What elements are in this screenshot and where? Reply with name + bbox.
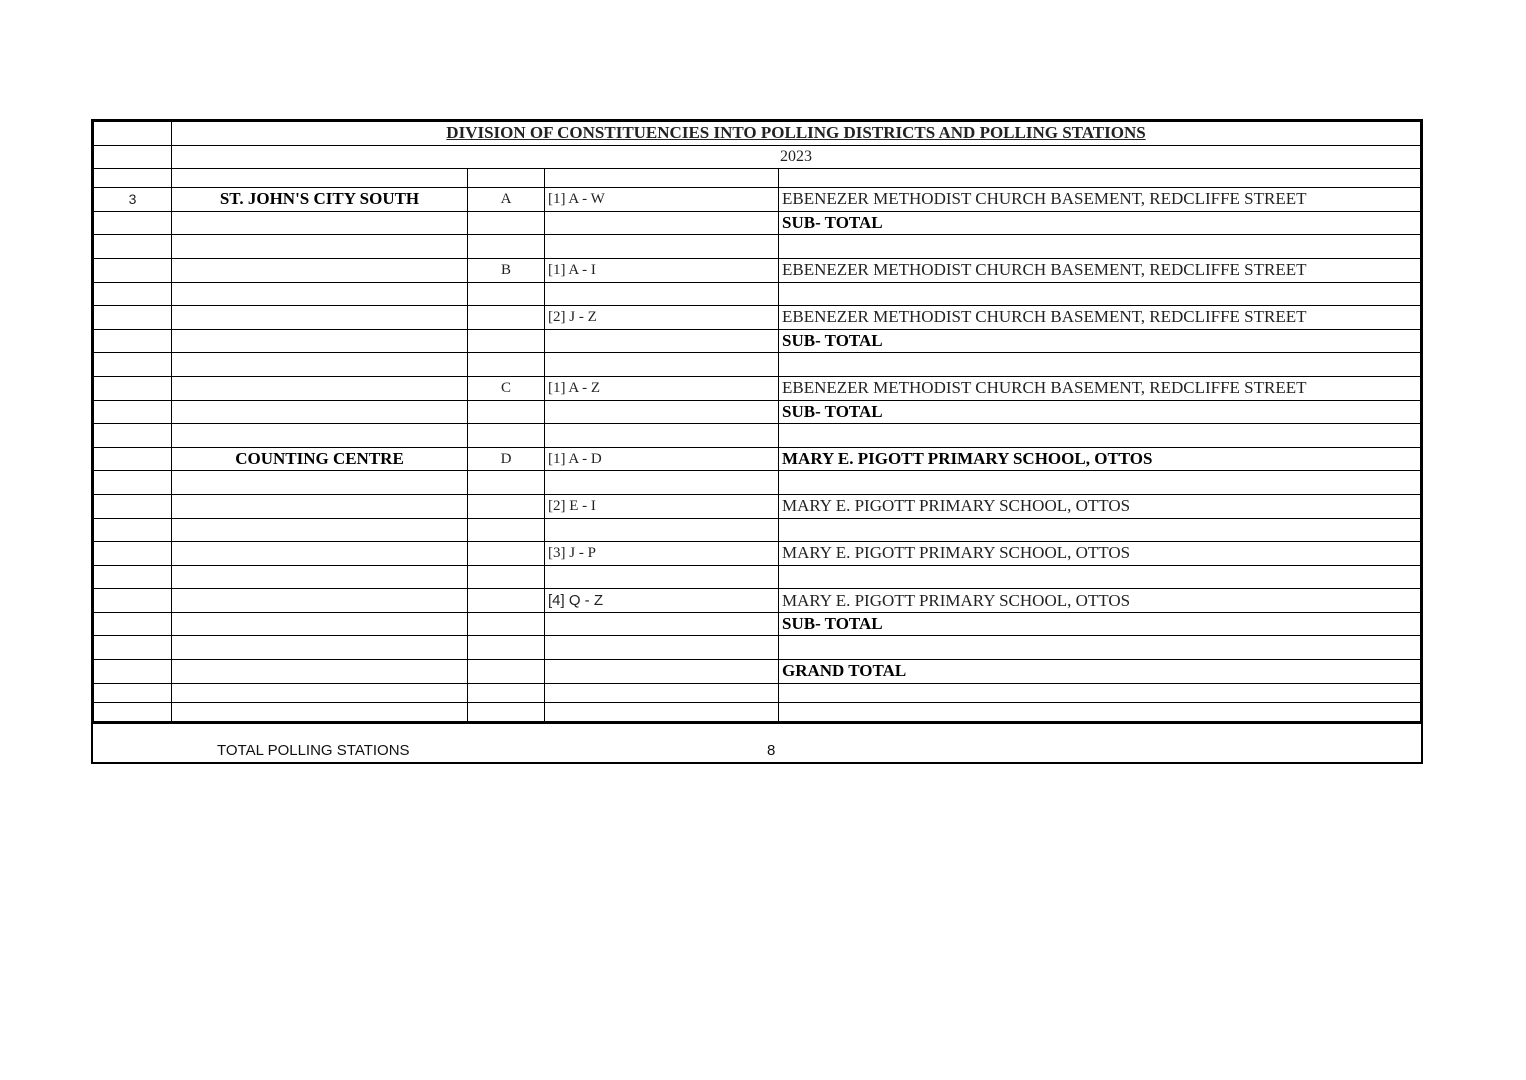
station-range: [4] Q - Z [545,589,779,613]
station-place: MARY E. PIGOTT PRIMARY SCHOOL, OTTOS [779,494,1421,518]
station-place: EBENEZER METHODIST CHURCH BASEMENT, REDCLIFFE STREET [779,188,1421,212]
subtotal-label: SUB- TOTAL [779,211,1421,235]
station-range: [1] A - W [545,188,779,212]
table-row [94,376,1421,400]
table-row [94,306,1421,330]
station-range: [1] A - D [545,447,779,471]
total-polling-stations-label: TOTAL POLLING STATIONS [217,741,410,759]
title-row [94,122,1421,146]
spacer-row [94,518,1421,542]
year-row [94,145,1421,169]
station-range: [2] E - I [545,494,779,518]
spacer-row [94,169,1421,188]
subtotal-label: SUB- TOTAL [779,612,1421,636]
spacer-row [94,702,1421,721]
spacer-row [94,282,1421,306]
spacer-row [94,353,1421,377]
subtotal-row [94,329,1421,353]
district-letter: C [468,376,545,400]
polling-stations-sheet [91,119,1423,764]
station-range: [1] A - I [545,258,779,282]
station-place: MARY E. PIGOTT PRIMARY SCHOOL, OTTOS [779,447,1421,471]
subtotal-row [94,211,1421,235]
footer-row [93,722,1421,762]
district-letter: D [468,447,545,471]
spacer-row [94,471,1421,495]
spacer-row [94,636,1421,660]
subtotal-label: SUB- TOTAL [779,400,1421,424]
spacer-row [94,683,1421,702]
table-row [94,447,1421,471]
station-range: [3] J - P [545,542,779,566]
grand-total-label: GRAND TOTAL [779,660,1421,684]
station-range: [1] A - Z [545,376,779,400]
spacer-row [94,565,1421,589]
total-polling-stations-value: 8 [767,741,776,759]
table-row [94,589,1421,613]
table-row [94,258,1421,282]
station-place: EBENEZER METHODIST CHURCH BASEMENT, REDCLIFFE STREET [779,376,1421,400]
table-row [94,494,1421,518]
grand-total-row [94,660,1421,684]
station-range: [2] J - Z [545,306,779,330]
document-title: DIVISION OF CONSTITUENCIES INTO POLLING DISTRICTS AND POLLING STATIONS [172,122,1421,146]
constituency-number: 3 [94,188,172,212]
counting-centre-label: COUNTING CENTRE [172,447,468,471]
subtotal-row [94,400,1421,424]
subtotal-label: SUB- TOTAL [779,329,1421,353]
district-letter: B [468,258,545,282]
table-row [94,542,1421,566]
station-place: EBENEZER METHODIST CHURCH BASEMENT, REDCLIFFE STREET [779,306,1421,330]
polling-table [93,121,1421,722]
district-letter: A [468,188,545,212]
subtotal-row [94,612,1421,636]
station-place: MARY E. PIGOTT PRIMARY SCHOOL, OTTOS [779,542,1421,566]
spacer-row [94,424,1421,448]
document-year: 2023 [172,145,1421,169]
station-place: MARY E. PIGOTT PRIMARY SCHOOL, OTTOS [779,589,1421,613]
spacer-row [94,235,1421,259]
constituency-name: ST. JOHN'S CITY SOUTH [172,188,468,212]
table-row [94,188,1421,212]
station-place: EBENEZER METHODIST CHURCH BASEMENT, REDCLIFFE STREET [779,258,1421,282]
